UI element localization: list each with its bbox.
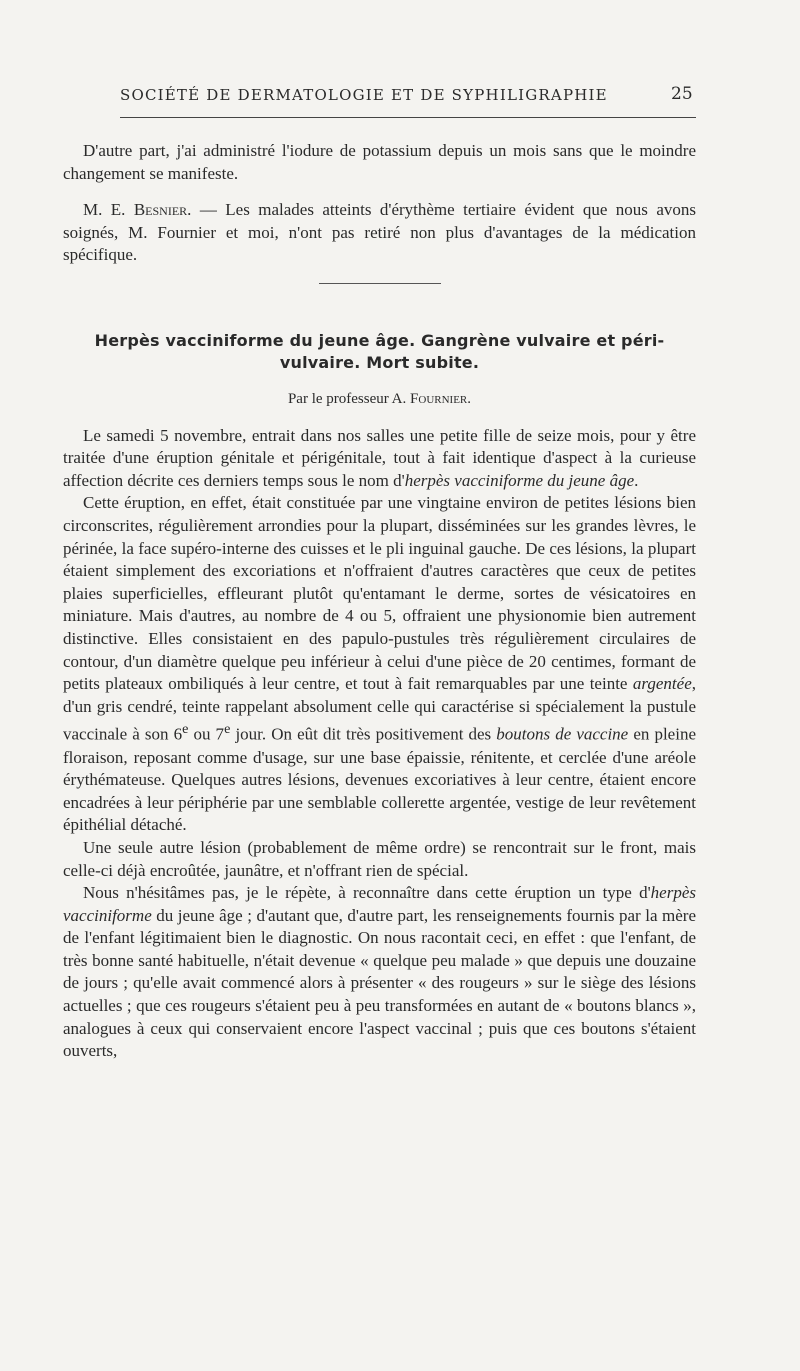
p2-text-b: , d'un gris cendré, teinte rappelant absolument celle qui caractérise si spécialement la pustule vaccinale à son 6 — [63, 674, 696, 744]
article-title: Herpès vacciniforme du jeune âge. Gangrène vulvaire et péri-vulvaire. Mort subite. — [94, 330, 665, 372]
p4-italic: herpès vacciniforme — [63, 883, 696, 925]
p1-text-b: . — [634, 470, 639, 490]
p2-text-d: jour. On eût dit très positivement des — [230, 724, 497, 744]
p2-text-a: Cette éruption, en effet, était constituée par une vingtaine environ de petites lésions bien circonscrites, régulièrement arrondies pour la plupart, disséminées sur les grandes lèvres, le périnée, la face supéro-interne des cuisses et le pli inguinal gauche. De ces lésions, la plupart étaient simplement des excoriations et n'offraient d'autres caractères que ceux de petites plaies superficielles, effleurant plutôt qu'entamant le derme, sortes de vésicatoires en miniature. Mais d'autres, au nombre de 4 ou 5, offraient une physionomie bien autrement distinctive. Elles consistaient en des papulo-pustules très régulièrement circulaires de contour, d'un diamètre quelque peu inférieur à celui d'une pièce de 20 centimes, formant de petits plateaux ombiliqués à leur centre, et tout à fait remarquables par une teinte — [63, 493, 696, 694]
article-paragraph-4 — [63, 882, 696, 1063]
running-head-title: SOCIÉTÉ DE DERMATOLOGIE ET DE SYPHILIGRAPHIE — [120, 86, 608, 104]
p1-text-a: Le samedi 5 novembre, entrait dans nos salles une petite fille de seize mois, pour y être traitée d'une éruption génitale et périgénitale, tout à fait identique d'aspect à la curieuse affection décrite ces derniers temps sous le nom d' — [63, 425, 696, 490]
p4-text-a: Nous n'hésitâmes pas, je le répète, à reconnaître dans cette éruption un type d' — [83, 883, 651, 903]
author-prefix: Par le professeur A. — [287, 390, 411, 407]
intro-paragraph-2-text: — Les malades atteints d'érythème tertiaire évident que nous avons soignés, M. Fournier et moi, n'ont pas retiré non plus d'avantages de la médication spécifique. — [63, 200, 696, 265]
article-paragraph-3: Une seule autre lésion (probablement de même ordre) se rencontrait sur le front, mais celle-ci déjà encroûtée, jaunâtre, et n'offrant rien de spécial. — [63, 837, 696, 880]
page-body — [63, 140, 696, 1063]
p2-italic-2: boutons de vaccine — [496, 724, 629, 744]
p2-text-c: ou 7 — [188, 724, 225, 744]
p1-italic: herpès vacciniforme du jeune âge — [404, 470, 635, 490]
page-number: 25 — [671, 84, 693, 104]
p2-sup-2: e — [224, 721, 231, 738]
article-paragraph-1 — [63, 425, 696, 493]
intro-paragraph-2 — [63, 199, 696, 267]
intro-paragraph-1: D'autre part, j'ai administré l'iodure de potassium depuis un mois sans que le moindre changement se manifeste. — [63, 141, 696, 183]
p2-sup-1: e — [182, 721, 189, 738]
p2-text-e: en pleine floraison, reposant comme d'usage, sur une base épaissie, rénitente, et cerclée d'une aréole érythémateuse. Quelques autres lésions, devenues excoriatives à leur centre, étaient encore encadrées à leur périphérie par une semblable collerette argentée, vestige de leur revêtement épithélial détaché. — [63, 724, 696, 835]
speaker-name: M. E. Besnier. — [83, 200, 192, 220]
section-divider — [319, 283, 441, 284]
article-paragraph-2 — [63, 492, 696, 837]
header-rule — [120, 117, 696, 118]
p4-text-b: du jeune âge ; d'autant que, d'autre part, les renseignements fournis par la mère de l'enfant légitimaient bien le diagnostic. On nous racontait ceci, en effet : que l'enfant, de très bonne santé habituelle, n'était devenue « quelque peu malade » que depuis une douzaine de jours ; qu'elle avait commencé alors à présenter « des rougeurs » sur le siège des lésions actuelles ; que ces rougeurs s'étaient peu à peu transformées en autant de « boutons blancs », analogues à ceux qui conservaient encore l'aspect vaccinal ; puis que ces boutons s'étaient ouverts, — [63, 905, 696, 1061]
p2-italic-1: argentée — [632, 674, 692, 694]
author-name: Fournier. — [410, 390, 472, 407]
article-author — [63, 388, 696, 411]
article-body — [63, 425, 696, 1063]
